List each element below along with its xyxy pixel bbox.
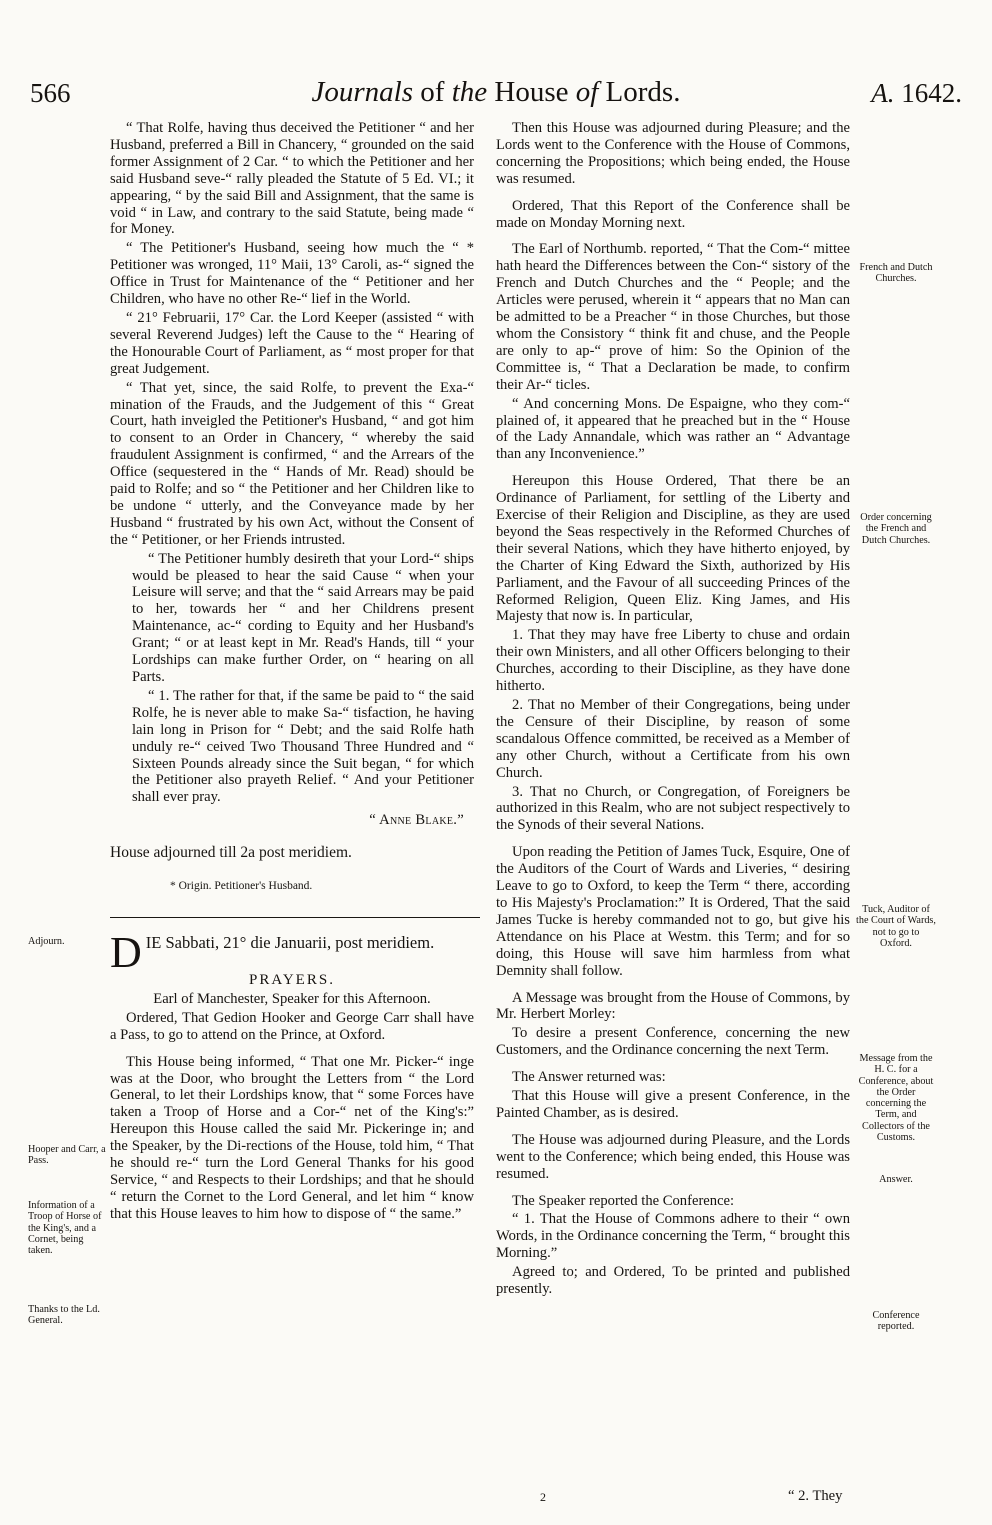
margin-note-french-churches: French and Dutch Churches. (859, 262, 933, 285)
pass-order: Ordered, That Gedion Hooker and George Carr shall have a Pass, to go to attend on the Prince, at Oxford. (110, 1009, 474, 1043)
year-prefix: A. (871, 78, 895, 108)
petition-para-4: “ That yet, since, the said Rolfe, to prevent the Exa-“ mination of the Frauds, and the Judgement of this “ Great Court, hath inveigled the Petitioner's Husband, “ and got him to consent to an Order in Chancery, “ whereby the said fraudulent Assignment is confirmed, “ and the Arrears of the Office (sequestered in the “ Hands of Mr. Read) should be paid to Rolfe; and so “ the Petitioner and her Children like to be undone “ utterly, and the Conveyance made by her Husband “ frustrated by his own Act, without the Consent of the “ Petitioner, or her Friends intrusted. (110, 379, 474, 548)
margin-note-message: Message from the H. C. for a Conference, about the Order concerning the Term, and Collectors of the Customs. (858, 1053, 934, 1144)
section-divider (110, 917, 480, 918)
margin-note-order-churches: Order concerning the French and Dutch Churches. (860, 512, 932, 546)
adjourn-entry: House adjourned till 2a post meridiem. (110, 844, 352, 862)
speaker-line: Earl of Manchester, Speaker for this Afternoon. (153, 990, 431, 1007)
article-2: 2. That no Member of their Congregations, being under the Censure of their Discipline, by reason of some scandalous Offence committed, be received as a Member of any other Church, without a Certificate from his own Church. (496, 697, 850, 781)
signature-mark: 2 (540, 1490, 546, 1504)
petition-para-1: “ That Rolfe, having thus deceived the Petitioner “ and her Husband, preferred a Bill in Chancery, “ grounded on the said former Assignment of 2 Car. “ to which the Petitioner and her said Husband seve-“ rally pleaded the Statute of 5 Ed. VI.; it appearing, “ by the said Bill and Assignment, that the same is void “ in Law, and contrary to the said Statute, being made “ for Money. (110, 120, 474, 238)
answer-heading: The Answer returned was: (512, 1069, 666, 1086)
agreed-order: Agreed to; and Ordered, To be printed and published presently. (496, 1264, 850, 1298)
petition-reason: “ 1. The rather for that, if the same be paid to “ the said Rolfe, he is never able to make Sa-“ tisfaction, he having lain long in Prison for “ Debt; and the said Rolfe hath unduly re-“ ceived Two Thousand Three Hundred and “ Sixteen Pounds already since the Suit began, “ for which the Petitioner also prayeth Relief. “ And your Petitioner shall ever pray. (132, 687, 474, 806)
title-word-of: of (413, 76, 452, 108)
speaker-report: The Speaker reported the Conference: (512, 1192, 735, 1209)
title-word-house: House (487, 76, 576, 108)
report-order: Ordered, That this Report of the Conference shall be made on Monday Morning next. (496, 197, 850, 231)
commons-message: A Message was brought from the House of Commons, by Mr. Herbert Morley: (496, 989, 850, 1023)
conference-resumed: The House was adjourned during Pleasure, and the Lords went to the Conference; which being ended, this House was resumed. (496, 1131, 850, 1182)
article-1: 1. That they may have free Liberty to chuse and ordain their own Ministers, and all other Officers belonging to their Churches, according to their Discipline, as they have done hitherto. (496, 627, 850, 695)
page-header (30, 72, 962, 114)
espaigne-report: “ And concerning Mons. De Espaigne, who they com-“ plained of, it appeared that he preached but in the “ House of the Lady Annandale, which was rather an “ Advantage than any Inconvenience.” (496, 395, 850, 463)
pickeringe-entry: This House being informed, “ That one Mr. Picker-“ inge was at the Door, who brought the Letters from “ the Lord General, to let their Lordships know, that “ some Forces have taken a Troop of Horse and a Cor-“ net of the King's:” Hereupon this House called the said Mr. Pickeringe in; and the Speaker, by the Di-rections of the House, told him, “ That he should re-“ turn the Lord General Thanks for his good Service, “ and Respects to their Lordships; and that he should “ return the Cornet to the Lord General, and let him “ know that this House leaves to him how to dispose of “ the same.” (110, 1053, 474, 1222)
article-3: 3. That no Church, or Congregation, of Foreigners be authorized in this Realm, who are not subject respectively to the Synods of their several Nations. (496, 783, 850, 834)
right-column (496, 120, 850, 1300)
year-value: 1642. (894, 78, 962, 108)
session-date: IE Sabbati, 21° die Januarii, post meridiem. (145, 932, 435, 952)
ordinance-order: Hereupon this House Ordered, That there be an Ordinance of Parliament, for settling of the Liberty and Exercise of their Religion and Discipline, as they are used beyond the Seas respectively in the Reformed Churches of their several Nations, which they have hitherto enjoyed, by the Charter of King Edward the Sixth, authorized by His Parliament, and the Favour of all succeeding Princes of the Reformed Religion, Queen Eliz. King James, and His Majesty that now is. In particular, (496, 473, 850, 625)
session-dateline (110, 927, 474, 977)
page-number: 566 (30, 78, 71, 108)
margin-note-adjourn: Adjourn. (28, 936, 65, 947)
margin-note-information: Information of a Troop of Horse of the King's, and a Cornet, being taken. (28, 1200, 102, 1257)
petition-prayer: “ The Petitioner humbly desireth that your Lord-“ ships would be pleased to hear the said Cause “ when your Leisure will serve; and that the “ said Arrears may be paid to her, towards her “ and her Childrens present Maintenance, ac-“ cording to Equity and her Husband's Grant; “ or at least kept in Mr. Read's Hands, till “ your Lordships can make further Order, on “ hearing on all Parts. (132, 550, 474, 685)
northumberland-report: The Earl of Northumb. reported, “ That the Com-“ mittee hath heard the Differences between the Con-“ sistory of the French and Dutch Churches and the “ People; and the Articles were perused, wherein it “ appears that no Man can be admitted to be a Preacher “ in those Churches, but those whom the Consistory “ think fit and chuse, and the People are only to ap-“ prove of him: So the Opinion of the Committee is, “ That a Declaration be made, to confirm their Ar-“ ticles. (496, 241, 850, 393)
conference-adjourn: Then this House was adjourned during Pleasure; and the Lords went to the Conference with the House of Commons, concerning the Propositions; which being ended, the House was resumed. (496, 120, 850, 187)
title-word-lords: Lords. (598, 76, 681, 108)
left-column (110, 120, 474, 1225)
title-word-of-2: of (575, 76, 599, 108)
margin-note-hooper: Hooper and Carr, a Pass. (28, 1144, 106, 1167)
catchword: “ 2. They (788, 1488, 843, 1504)
margin-note-conference: Conference reported. (872, 1310, 920, 1333)
tuck-petition: Upon reading the Petition of James Tuck, Esquire, One of the Auditors of the Court of Wards and Liveries, “ desiring Leave to go to Oxford, to keep the Term “ there, according to His Majesty's Proclamation:” It is Ordered, That the said James Tucke is hereby commanded not to go, but give his Attendance on his Place at Westm. this Term; and for so doing, this House will save him harmless from what Demnity shall follow. (496, 844, 850, 979)
footnote: * Origin. Petitioner's Husband. (170, 880, 313, 893)
prayers-heading: PRAYERS. (249, 971, 335, 988)
margin-note-tuck: Tuck, Auditor of the Court of Wards, not to go to Oxford. (856, 904, 936, 949)
petition-para-3: “ 21° Februarii, 17° Car. the Lord Keeper (assisted “ with several Reverend Judges) left the Cause to the “ Hearing of the Honourable Court of Parliament, as “ most proper for that great Judgement. (110, 309, 474, 377)
title-word-the: the (451, 76, 488, 108)
answer-content: That this House will give a present Conference, in the Painted Chamber, as is desired. (496, 1088, 850, 1121)
petition-signature: “ Anne Blake.” (369, 812, 464, 829)
message-content: To desire a present Conference, concerning the new Customers, and the Ordinance concerning the next Term. (496, 1025, 850, 1059)
year-marker (871, 78, 962, 109)
report-item-1: “ 1. That the House of Commons adhere to their “ own Words, in the Ordinance concerning the Term, “ brought this Morning.” (496, 1211, 850, 1262)
margin-note-answer: Answer. (879, 1174, 913, 1185)
margin-note-thanks: Thanks to the Ld. General. (28, 1304, 100, 1327)
drop-cap: D (110, 927, 142, 977)
running-title (30, 76, 962, 109)
title-word-journals: Journals (311, 76, 414, 108)
petition-para-2: “ The Petitioner's Husband, seeing how much the “ * Petitioner was wronged, 11° Maii, 13° Caroli, as-“ signed the Office in Trust for Maintenance of the “ Petitioner and her Children, who have no other Re-“ lief in the World. (110, 240, 474, 308)
